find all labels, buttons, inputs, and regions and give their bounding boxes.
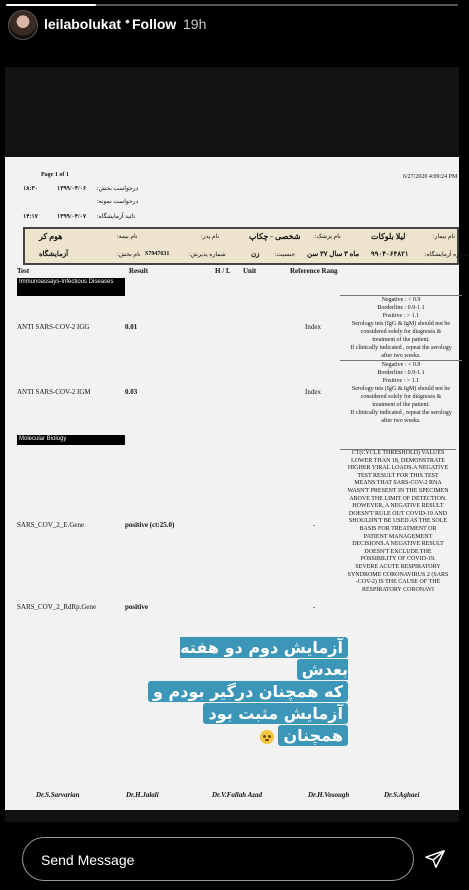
section-molecular (17, 435, 125, 445)
unit-e-gene: - (313, 521, 316, 529)
reference-pcr-line: RESPIRATORY CORONAVI (361, 586, 435, 593)
reference-pcr-line: SYNDROME CORONAVIRUS 2 (SARS (347, 571, 449, 578)
result-igg: 0.01 (125, 323, 138, 331)
reference-serology-igm-line: Negative : < 0.9 (381, 362, 421, 368)
print-date: 6/27/2020 4:09:24 PM (403, 174, 458, 180)
insurance-label: نام بیمه: (117, 234, 138, 240)
result-rdrp-gene: positive (125, 603, 148, 611)
unit-igg: Index (305, 323, 321, 331)
caption-line-2 (128, 681, 348, 703)
reference-pcr-line: ABOVE THE LIMIT OF DETECTION. (349, 495, 447, 502)
post-time: 19h (183, 16, 207, 32)
reference-serology-igg-line: considered solely for diagnosis & (360, 329, 442, 335)
separator-dot: • (125, 13, 130, 29)
section-immunoassays (17, 278, 125, 296)
gender: زن (251, 250, 260, 258)
insurance-name: هوم کر (39, 232, 63, 241)
section-molecular-label: Molecular Biology (19, 436, 67, 442)
reception-label: شماره پذیرش: (189, 252, 226, 258)
col-unit: Unit (243, 267, 257, 275)
signature-4: Dr.H.Vosough (308, 791, 350, 799)
doctor-label: نام پزشک: (315, 234, 341, 240)
reference-serology-igm-line: Serology tets (IgG & IgM) should not be (351, 386, 451, 392)
hdr-time-1: ۱۸:۳۰ (23, 186, 38, 192)
reference-serology-igg (340, 295, 462, 360)
hdr-value-1: ۱۳۹۹/۰۴/۰۶ (57, 186, 87, 192)
signature-2: Dr.H.Jalali (126, 791, 159, 799)
reference-pcr-line: PATIENT MANAGEMENT (363, 533, 433, 540)
ward-name: آزمایشگاه (39, 250, 69, 258)
result-igm: 0.03 (125, 388, 138, 396)
doctor-name: شخصی - چکاپ (249, 232, 301, 241)
reference-pcr-line: HOWEVER, A NEGATIVE RESULT (352, 503, 444, 510)
reference-serology-igm-line: considered solely for diagnosis & (360, 394, 442, 400)
col-hl: H / L (215, 267, 231, 275)
caption-text-3: آزمایش مثبت بود (203, 703, 348, 724)
caption-text-1: آزمایش دوم دو هفته بعدش (180, 638, 348, 679)
reference-serology-igm-line: Borderline : 0.9-1.1 (377, 370, 425, 376)
reference-pcr-line: WASN'T PRESENT IN THE SPECIMEN (347, 487, 449, 494)
pleading-face-icon (260, 730, 274, 744)
hdr-time-3: ۱۴:۱۷ (23, 214, 38, 220)
lab-no: ۹۹۰۴۰۶۴۸۲۱ (371, 250, 409, 258)
reference-serology-igm (340, 360, 462, 425)
signature-3: Dr.V.Fallah Azad (212, 791, 262, 799)
reference-pcr-line: -COV-2) IS THE CAUSE OF THE (355, 579, 441, 586)
reference-pcr-line: BASIS FOR TREATMENT OR (359, 525, 437, 532)
unit-rdrp-gene: - (313, 603, 316, 611)
reference-pcr-line: CT(CYCLE THRESHOLD) VALUES (351, 450, 445, 456)
story-progress-bar (6, 4, 458, 6)
send-message-input[interactable] (22, 837, 414, 881)
reference-serology-igg-line: Serology tets (IgG & IgM) should not be (351, 321, 451, 327)
reference-pcr-line: MEANS THAT SARS-COV-2 RNA (354, 480, 442, 487)
username[interactable]: leilabolukat (44, 16, 122, 32)
test-igm: ANTI SARS-COV-2 IGM (17, 388, 91, 396)
story-caption (128, 637, 348, 747)
reference-serology-igg-line: Positive : > 1.1 (382, 313, 420, 319)
reference-serology-igg-line: Borderline : 0.9-1.1 (377, 305, 425, 311)
test-e-gene: SARS_COV_2_E.Gene (17, 521, 85, 529)
reference-serology-igg-line: treatment of the patient. (372, 337, 430, 343)
caption-text-2: که همچنان درگیر بودم و (148, 681, 348, 702)
reference-serology-igg-line: after two weeks. (381, 353, 421, 359)
reference-pcr-line: DOESN'T EXCLUDE THE (364, 548, 432, 555)
reference-pcr (340, 449, 456, 594)
reference-serology-igm-line: If clinically indicated , repeat the serology (350, 410, 452, 416)
unit-igm: Index (305, 388, 321, 396)
reference-pcr-line: DECISIONS.A NEGATIVE RESULT (352, 541, 444, 548)
reference-serology-igm-line: after two weeks. (381, 418, 421, 424)
father-label: نام پدر: (201, 234, 220, 240)
reference-pcr-line: HIGHER VIRAL LOADS.A NEGATIVE (347, 465, 449, 472)
section-immunoassays-label: Immunoassays-Infectious Diseases (19, 279, 114, 285)
col-test: Test (17, 267, 30, 275)
story-header (0, 8, 464, 42)
reference-pcr-line: TEST RESULT FOR THIS TEST (357, 472, 439, 479)
caption-line-1 (128, 637, 348, 681)
hdr-value-3: ۱۳۹۹/۰۴/۰۷ (57, 214, 87, 220)
reference-serology-igg-line: If clinically indicated , repeat the serology (350, 345, 452, 351)
patient-name: لیلا بلوکات (371, 232, 406, 241)
patient-name-label: نام بیمار: (433, 234, 456, 240)
caption-line-3 (128, 703, 348, 725)
page-number: Page 1 of 1 (41, 172, 69, 178)
lab-no-label: شماره آزمایشگاه: (425, 252, 469, 258)
caption-line-4 (128, 725, 348, 747)
patient-info-box (23, 227, 469, 265)
reference-serology-igg-line: Negative : < 0.9 (381, 297, 421, 303)
test-rdrp-gene: SARS_COV_2_RdRp.Gene (17, 603, 97, 611)
patient-age: ماه ۳ سال ۳۷ سن (307, 250, 360, 258)
signature-1: Dr.S.Sarvarian (36, 791, 80, 799)
reference-pcr-line: DOESN'T RULE OUT COVID-19 AND (348, 510, 448, 517)
reference-pcr-line: SEVERE ACUTE RESPIRATORY (355, 563, 441, 570)
send-message-placeholder: Send Message (41, 852, 135, 868)
reference-pcr-line: LOWER THAN 18, DEMONSTRATE (351, 457, 445, 464)
reference-serology-igm-line: treatment of the patient. (372, 402, 430, 408)
test-igg: ANTI SARS-COV-2 IGG (17, 323, 90, 331)
follow-button[interactable]: Follow (132, 16, 177, 32)
hdr-label-3: تائید آزمایشگاه: (97, 214, 136, 220)
result-e-gene: positive (ct:25.0) (125, 521, 175, 529)
ward-label: نام بخش: (117, 252, 141, 258)
avatar[interactable] (8, 10, 38, 40)
reference-pcr-line: SHOULDN'T BE USED AS THE SOLE (348, 518, 448, 525)
reception-no: S7947631 (145, 251, 170, 257)
caption-text-4: همچنان (278, 725, 348, 746)
col-result: Result (129, 267, 149, 275)
hdr-label-1: درخواست بخش: (97, 186, 139, 192)
hdr-label-2: درخواست نمونه: (97, 199, 139, 205)
reference-serology-igm-line: Positive : > 1.1 (382, 378, 420, 384)
paper-plane-icon[interactable] (424, 848, 446, 870)
signature-5: Dr.S.Aghaei (384, 791, 420, 799)
col-reference: Reference Rang (290, 267, 338, 275)
story-progress-fill (6, 4, 96, 6)
reference-pcr-line: POSSIBILITY OF COVID-19. (360, 556, 436, 563)
gender-label: جنسیت: (275, 252, 296, 258)
